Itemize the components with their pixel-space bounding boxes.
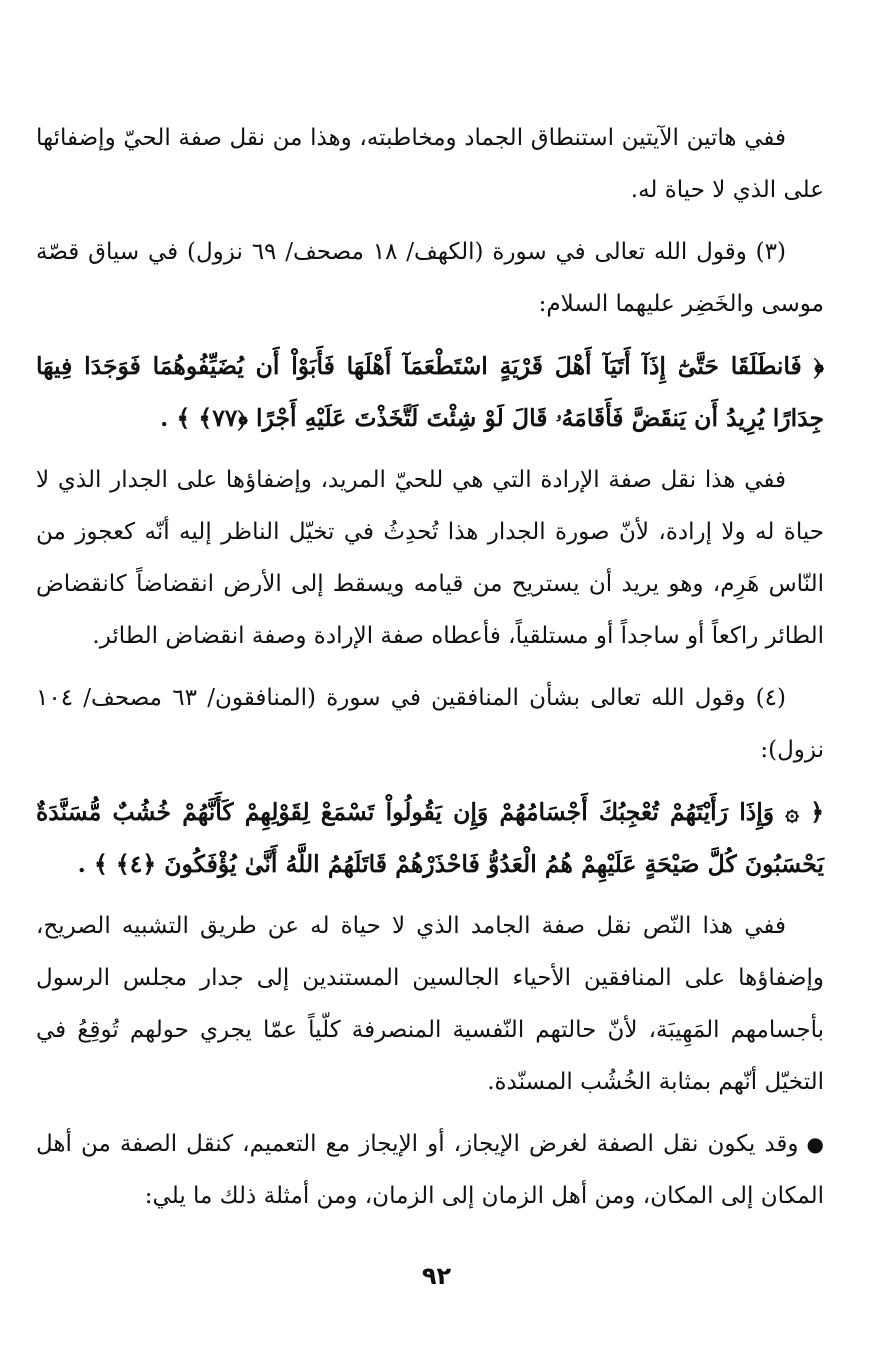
- paragraph-6-text: وقد يكون نقل الصفة لغرض الإيجاز، أو الإيجاز مع التعميم، كنقل الصفة من أهل المكان إلى المكان، ومن أهل الزمان إلى الزمان، ومن أمثلة ذلك ما يلي:: [36, 1131, 824, 1209]
- paragraph-3: ففي هذا نقل صفة الإرادة التي هي للحيّ المريد، وإضفاؤها على الجدار الذي لا حياة له ولا إرادة، لأنّ صورة الجدار هذا تُحدِثُ في تخيّل الناظر إليه أنّه كعجوز من النّاس هَرِم، وهو يريد أن يستريح من قيامه ويسقط إلى الأرض انقضاضاً كانقضاض الطائر راكعاً أو ساجداً أو مستلقياً، فأعطاه صفة الإرادة وصفة انقضاض الطائر.: [36, 467, 824, 649]
- page-body: [36, 112, 824, 1222]
- quran-verse-1: ﴿ فَانطَلَقَا حَتَّىٰٓ إِذَآ أَتَيَآ أَهْلَ قَرْيَةٍ اسْتَطْعَمَآ أَهْلَهَا فَأَبَوْاْ أَن يُضَيِّفُوهُمَا فَوَجَدَا فِيهَا جِدَارًا يُرِيدُ أَن يَنقَضَّ فَأَقَامَهُۥ قَالَ لَوْ شِئْتَ لَتَّخَذْتَ عَلَيْهِ أَجْرًا ﴿٧٧﴾ ﴾ .: [36, 352, 824, 432]
- paragraph-4: (٤) وقول الله تعالى بشأن المنافقين في سورة (المنافقون/ ٦٣ مصحف/ ١٠٤ نزول):: [36, 685, 824, 763]
- quran-verse-2: ﴿ ۞ وَإِذَا رَأَيْتَهُمْ تُعْجِبُكَ أَجْسَامُهُمْ وَإِن يَقُولُواْ تَسْمَعْ لِقَوْلِهِمْ كَأَنَّهُمْ خُشُبٌ مُّسَنَّدَةٌ يَحْسَبُونَ كُلَّ صَيْحَةٍ عَلَيْهِمْ هُمُ الْعَدُوُّ فَاحْذَرْهُمْ قَاتَلَهُمُ اللَّهُ أَنَّىٰ يُؤْفَكُونَ ﴿٤﴾ ﴾ .: [36, 798, 824, 878]
- paragraph-6: [36, 1118, 824, 1222]
- paragraph-1: ففي هاتين الآيتين استنطاق الجماد ومخاطبته، وهذا من نقل صفة الحيّ وإضفائها على الذي لا حياة له.: [36, 125, 824, 203]
- paragraph-5: ففي هذا النّص نقل صفة الجامد الذي لا حياة له عن طريق التشبيه الصريح، وإضفاؤها على المنافقين الأحياء الجالسين المستندين إلى جدار مجلس الرسول بأجسامهم المَهِيبَة، لأنّ حالتهم النّفسية المنصرفة كلّياً عمّا يجري حولهم تُوقِعُ في التخيّل أنّهم بمثابة الخُشُب المسنّدة.: [36, 913, 824, 1095]
- page-number: ٩٢: [421, 1262, 452, 1290]
- bullet-icon: ●: [806, 1132, 824, 1156]
- paragraph-2: (٣) وقول الله تعالى في سورة (الكهف/ ١٨ مصحف/ ٦٩ نزول) في سياق قصّة موسى والخَضِر عليهما السلام:: [36, 239, 824, 317]
